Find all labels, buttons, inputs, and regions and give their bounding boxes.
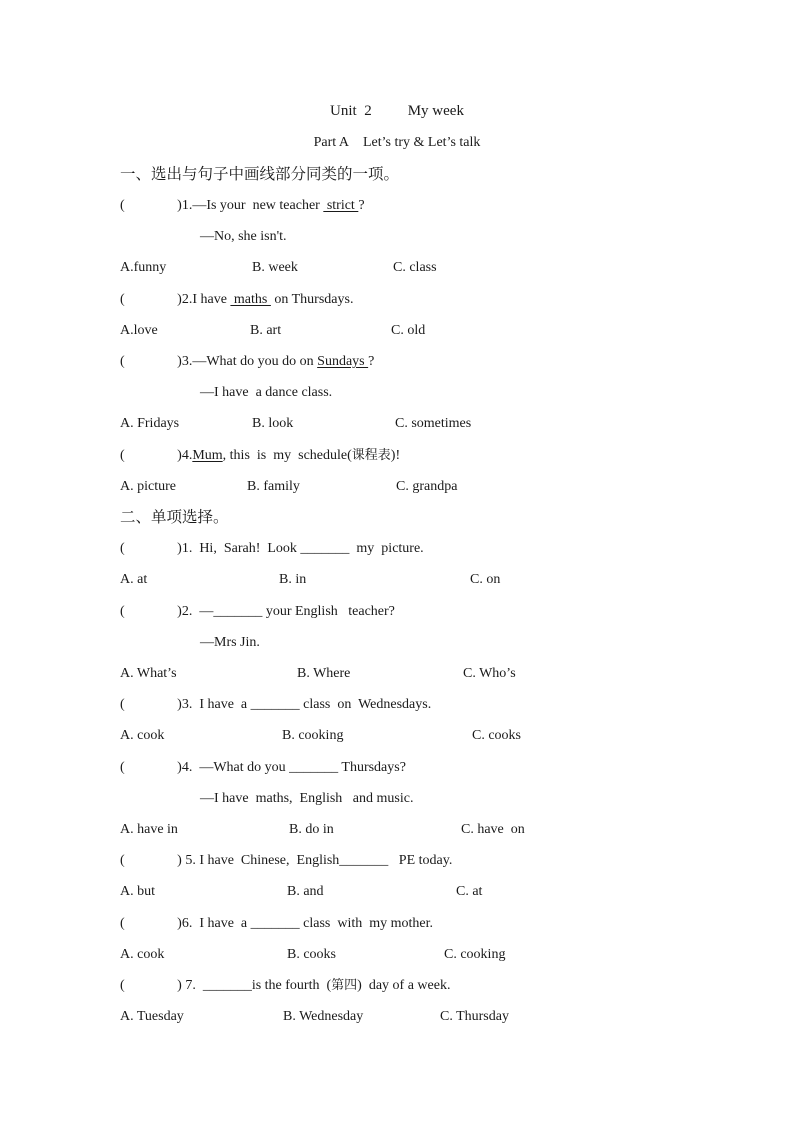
s2-q5-option-b: B. and [287, 884, 324, 899]
s2-q6-option-b: B. cooks [287, 947, 336, 962]
s1-q3-option-b: B. look [252, 416, 294, 431]
s2-q5-option-c: C. at [456, 884, 483, 899]
s2-q5-option-a: A. but [120, 884, 155, 899]
s1-q1-answer: —No, she isn't. [200, 229, 287, 244]
s2-question-1: ( )1. Hi, Sarah! Look _______ my picture. [120, 541, 424, 556]
s2-question-2: ( )2. —_______ your English teacher? [120, 604, 395, 619]
lesson-label: Let’s try & Let’s talk [362, 135, 481, 150]
page-title [0, 103, 794, 119]
chinese-gloss: 课程表 [351, 448, 391, 463]
s1-q3-option-a: A. Fridays [120, 416, 180, 431]
s1-q4-option-b: B. family [247, 479, 300, 494]
underlined-word: strict [323, 198, 359, 213]
s2-question-4: ( )4. —What do you _______ Thursdays? [120, 760, 406, 775]
s2-q1-option-b: B. in [279, 572, 307, 587]
s2-q3-option-b: B. cooking [282, 728, 344, 743]
s2-q2-option-b: B. Where [297, 666, 351, 681]
s1-q2-option-b: B. art [250, 323, 282, 338]
section1-heading: 一、选出与句子中画线部分同类的一项。 [120, 165, 400, 183]
s1-q3-answer: —I have a dance class. [200, 385, 333, 400]
unit-name: My week [407, 103, 464, 119]
s2-question-7: ( ) 7. _______is the fourth (第四) day of a week. [120, 978, 451, 993]
section2-heading: 二、单项选择。 [120, 508, 229, 526]
part-label: Part A [313, 135, 349, 150]
s1-q1-option-c: C. class [393, 260, 437, 275]
s1-q3-option-c: C. sometimes [395, 416, 472, 431]
s1-q2-option-c: C. old [391, 323, 426, 338]
s1-question-3: ( )3.—What do you do on Sundays ? [120, 354, 375, 369]
s2-q1-option-a: A. at [120, 572, 148, 587]
s2-question-5: ( ) 5. I have Chinese, English_______ PE today. [120, 853, 453, 868]
s2-q7-option-c: C. Thursday [440, 1009, 509, 1024]
underlined-word: Mum [192, 448, 223, 463]
s2-q4-option-a: A. have in [120, 822, 178, 837]
page-subtitle [0, 135, 794, 151]
s2-q6-option-a: A. cook [120, 947, 165, 962]
s1-question-2: ( )2.I have maths on Thursdays. [120, 292, 354, 307]
s2-q3-option-c: C. cooks [472, 728, 521, 743]
s2-q1-option-c: C. on [470, 572, 501, 587]
underlined-word: Sundays [317, 354, 369, 369]
unit-number: Unit 2 [330, 103, 372, 119]
s2-q7-option-a: A. Tuesday [120, 1009, 184, 1024]
s1-q4-option-a: A. picture [120, 479, 176, 494]
s1-q2-option-a: A.love [120, 323, 158, 338]
s1-question-4: ( )4.Mum, this is my schedule(课程表)! [120, 448, 401, 463]
s1-q1-option-b: B. week [252, 260, 298, 275]
underlined-word: maths [230, 292, 271, 307]
s1-q1-option-a: A.funny [120, 260, 167, 275]
s2-question-3: ( )3. I have a _______ class on Wednesdays. [120, 697, 432, 712]
s1-question-1: ( )1.—Is your new teacher strict ? [120, 198, 365, 213]
s2-q7-option-b: B. Wednesday [283, 1009, 364, 1024]
s2-q2-option-c: C. Who’s [463, 666, 516, 681]
s2-q6-option-c: C. cooking [444, 947, 506, 962]
chinese-gloss: 第四 [331, 978, 358, 993]
s2-q4-option-c: C. have on [461, 822, 525, 837]
s2-question-6: ( )6. I have a _______ class with my mother. [120, 916, 434, 931]
s1-q4-option-c: C. grandpa [396, 479, 458, 494]
s2-q4-answer: —I have maths, English and music. [200, 791, 414, 806]
s2-q2-option-a: A. What’s [120, 666, 177, 681]
s2-q4-option-b: B. do in [289, 822, 334, 837]
s2-q2-answer: —Mrs Jin. [200, 635, 260, 650]
s2-q3-option-a: A. cook [120, 728, 165, 743]
